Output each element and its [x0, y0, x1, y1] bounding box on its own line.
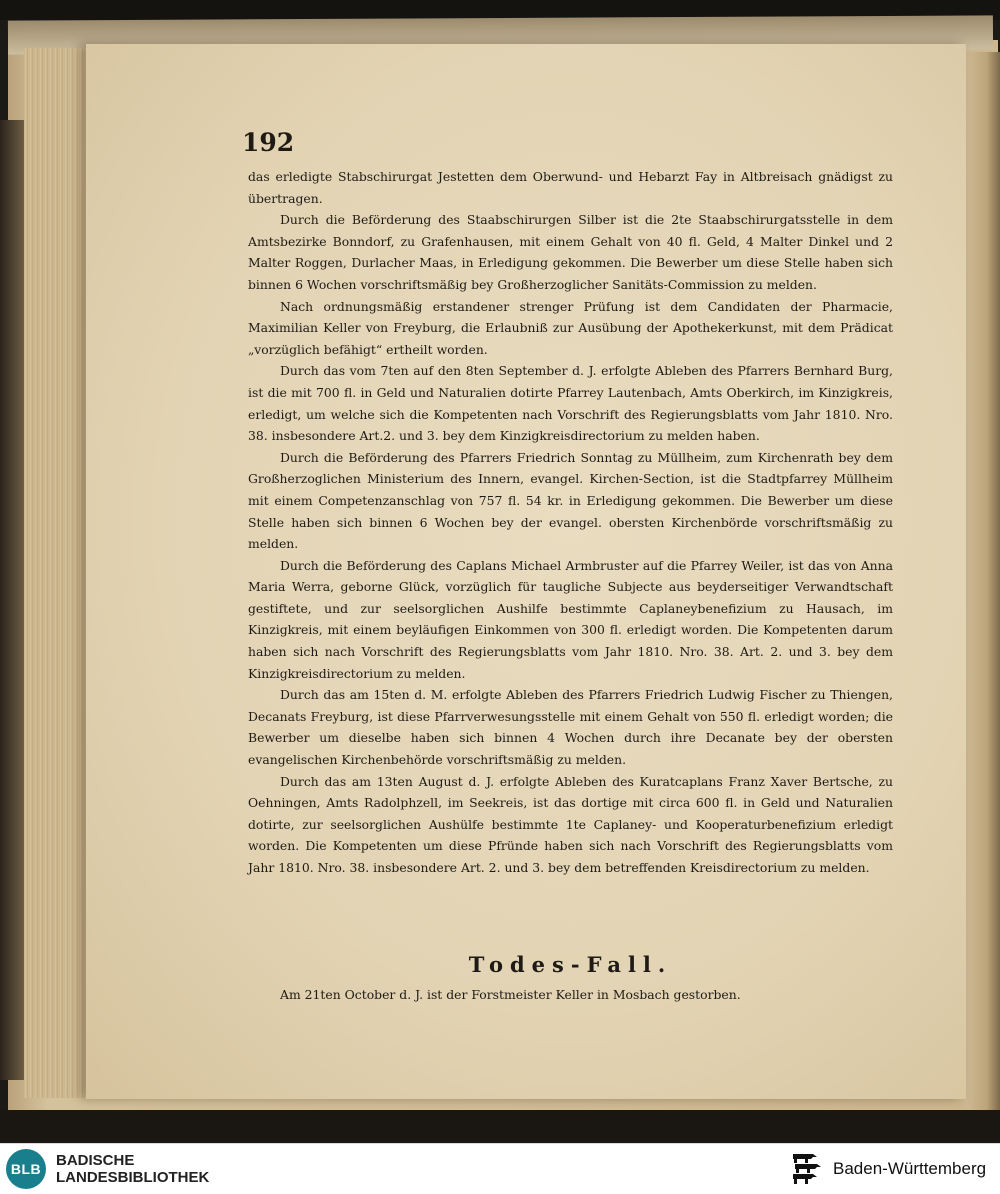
footer-bar: [0, 1143, 1000, 1194]
left-binding-shadow: [0, 120, 24, 1080]
baden-wuerttemberg-lions-icon: [791, 1150, 823, 1188]
right-page-edge: [966, 52, 1000, 1112]
paragraph-5: Durch die Beförderung des Pfarrers Friedrich Sonntag zu Müllheim, zum Kirchenrath bey dem Großherzoglichen Ministerium des Innern, evangel. Kirchen-Section, ist die Stadtpfarrey Müllheim mit einem Competenzanschlag von 757 fl. 54 kr. in Erledigung gekommen. Die Bewerber um diese Stelle haben sich binnen 6 Wochen bey der evangel. obersten Kirchenbörde vorschriftsmäßig zu melden.: [248, 449, 893, 552]
page-number: 192: [242, 128, 295, 157]
state-name[interactable]: Baden-Württemberg: [833, 1159, 987, 1178]
scan-bottom-background: [0, 1110, 1000, 1143]
left-page-stack: [24, 48, 94, 1098]
page-body-text: [248, 166, 893, 879]
paragraph-1: das erledigte Stabschirurgat Jestetten dem Oberwund- und Hebarzt Fay in Altbreisach gnädigst zu übertragen.: [248, 169, 893, 206]
paragraph-7: Durch das am 15ten d. M. erfolgte Ableben des Pfarrers Friedrich Ludwig Fischer zu Thiengen, Decanats Freyburg, ist diese Pfarrverwesungsstelle mit einem Gehalt von 550 fl. erledigt worden; die Bewerber um dieselbe haben sich binnen 4 Wochen durch ihre Decanate bey der obersten evangelischen Kirchenbehörde vorschriftsmäßig zu melden.: [248, 687, 893, 768]
paragraph-3: Nach ordnungsmäßig erstandener strenger Prüfung ist dem Candidaten der Pharmacie, Maximilian Keller von Freyburg, die Erlaubniß zur Ausübung der Apothekerkunst, mit dem Prädicat „vorzüglich befähigt“ ertheilt worden.: [248, 298, 893, 357]
library-name[interactable]: [56, 1152, 209, 1186]
paragraph-2: Durch die Beförderung des Staabschirurgen Silber ist die 2te Staabschirurgatsstelle in dem Amtsbezirke Bonndorf, zu Grafenhausen, mit einem Gehalt von 40 fl. Geld, 4 Malter Dinkel und 2 Malter Roggen, Durlacher Maas, in Erledigung gekommen. Die Bewerber um diese Stelle haben sich binnen 6 Wochen vorschriftsmäßig bey Großherzoglicher Sanitäts-Commission zu melden.: [248, 212, 893, 292]
paragraph-4: Durch das vom 7ten auf den 8ten September d. J. erfolgte Ableben des Pfarrers Bernhard Burg, ist die mit 700 fl. in Geld und Naturalien dotirte Pfarrey Lautenbach, Amts Oberkirch, im Kinzigkreis, erledigt, um welche sich die Kompetenten nach Vorschrift des Regierungsblatts vom Jahr 1810. Nro. 38. insbesondere Art.2. und 3. bey dem Kinzigkreisdirectorium zu melden haben.: [248, 363, 893, 444]
blb-logo-icon[interactable]: BLB: [6, 1149, 46, 1189]
library-name-line2: LANDESBIBLIOTHEK: [56, 1169, 210, 1186]
paragraph-6: Durch die Beförderung des Caplans Michael Armbruster auf die Pfarrey Weiler, ist das von Anna Maria Werra, geborne Glück, vorzüglich für taugliche Subjecte aus beyderseitiger Verwandtschaft gestiftete, und zur seelsorglichen Aushilfe bestimmte Caplaneybenefizium zu Hausach, im Kinzigkreis, mit einem beyläufigen Einkommen von 300 fl. erledigt worden. Die Kompetenten darum haben sich nach Vorschrift des Regierungsblatts vom Jahr 1810. Nro. 38. Art. 2. und 3. bey dem Kinzigkreisdirectorium zu melden.: [248, 557, 893, 681]
paragraph-8: Durch das am 13ten August d. J. erfolgte Ableben des Kuratcaplans Franz Xaver Bertsche, zu Oehningen, Amts Radolphzell, im Seekreis, ist das dortige mit circa 600 fl. in Geld und Naturalien dotirte, zur seelsorglichen Aushülfe bestimmte 1te Caplaney- und Kooperaturbenefizium erledigt worden. Die Kompetenten um diese Pfründe haben sich nach Vorschrift des Regierungsblatts vom Jahr 1810. Nro. 38. insbesondere Art. 2. und 3. bey dem betreffenden Kreisdirectorium zu melden.: [248, 773, 893, 875]
section-heading-todes-fall: Todes-Fall.: [468, 952, 673, 977]
death-notice-text: Am 21ten October d. J. ist der Forstmeister Keller in Mosbach gestorben.: [280, 987, 741, 1002]
library-name-line1: BADISCHE: [56, 1152, 135, 1169]
